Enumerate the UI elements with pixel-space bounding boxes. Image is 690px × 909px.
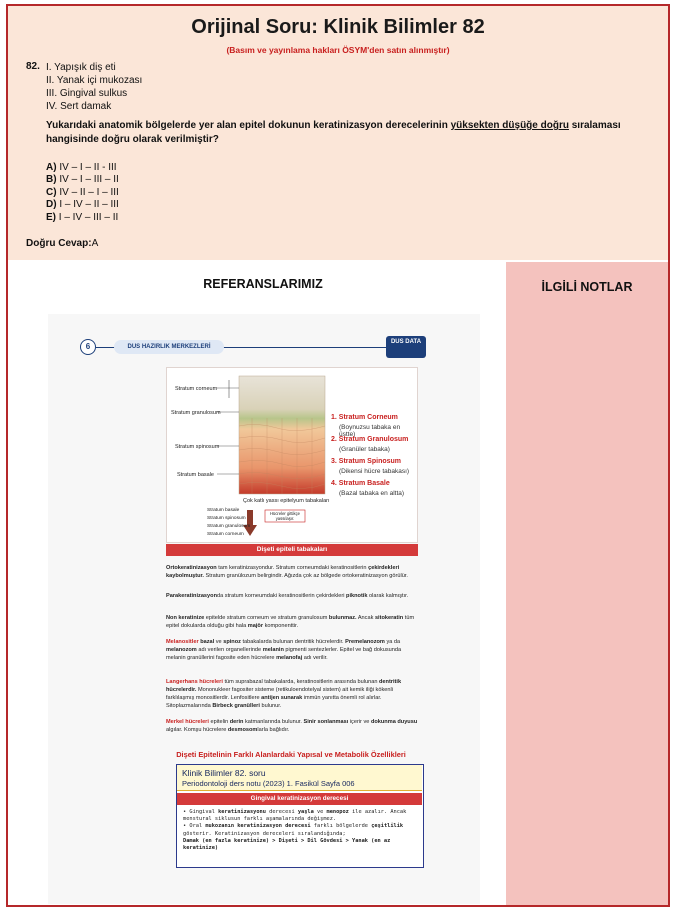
layer-3-label: 3. Stratum Spinosum [331,458,402,465]
question-box [8,6,668,260]
option-c: C) IV – II – I – III [46,186,119,198]
callout-body [183,809,419,852]
figure-caption: Çok katlı yassı epitelyum tabakaları [243,498,330,504]
epithelium-figure [166,367,418,543]
callout-bullet-2: • Oral mukozanın keratinizasyon derecesi farklı bölgelerde çeşitlilik gösterir. Keratinizasyon dereceleri sıralandığında; [183,823,404,837]
left-label-spinosum: Stratum spinosum [175,444,220,450]
page-number: 6 [80,339,96,355]
question-stem [46,119,646,146]
para-ortokeratinizasyon: Ortokeratinizasyon tam keratinizasyondur. Stratum corneumdaki keratinositlerin çekirdekleri kaybolmuştur. Stratum granülozum belirgindir. Ağızda çok az bölgede ortokeratinizasyon görülür. [166,565,408,579]
reference-page-image [48,314,480,904]
dusdata-logo: DUS DATA [386,336,426,358]
option-d: D) I – IV – II – III [46,199,119,211]
header-label: DUS HAZIRLIK MERKEZLERİ [114,340,224,354]
correct-answer [26,238,98,249]
references-title: REFERANSLARIMIZ [203,277,323,291]
para-merkel: Merkel hücreleri epitelin derin katmanlarında bulunur. Sinir sonlanması içerir ve dokunma duyusu algılar. Komşu hücrelere desmosomlarla bağlıdır. [166,719,418,733]
layer-4-label: 4. Stratum Basale [331,480,390,487]
para-langerhans: Langerhans hücreleri tüm suprabazal tabakalarda, keratinositlerin arasında bulunan dentritik hücrelerdir. Mononukleer fagositer sisteme (retikuloendotelyal sistem) ait kemik iliği kökenli farklılaşmış monositlerdir. Lenfositlere antijen sunarak immün yanıtta önemli rol alırlar. Sitoplazmalarında Birbeck granülleri bulunur. [166,679,402,709]
arrow-note: Hücreler gittikçe yassılaşır. [269,511,301,521]
option-a: A) IV – I – II - III [46,162,117,173]
section-2-title: Dişeti Epitelinin Farklı Alanlardaki Yapısal ve Metabolik Özellikleri [176,750,406,759]
left-label-basale: Stratum basale [177,472,214,478]
option-e: E) I – IV – III – II [46,211,119,223]
item-3: III. Gingival sulkus [46,88,128,99]
layer-4-desc: (Bazal tabaka en altta) [339,490,405,497]
callout-band: Gingival keratinizasyon derecesi [177,793,422,805]
reference-callout-box [176,764,424,868]
arrow-label-spinosum: Stratum spinosum [207,516,246,521]
stem-part-2: sıralaması hangisinde doğru olarak verilmiştir? [46,120,621,145]
callout-line-1: Klinik Bilimler 82. soru [182,768,266,778]
option-b: B) IV – I – III – II [46,174,119,186]
callout-bullet-1: • Gingival keratinizasyonu derecesi yaşla ve menopoz ile azalır. Ancak menstural siklusun farklı aşamalarında değişmez. [183,809,407,823]
layer-1-desc: (Boynuzsu tabaka en üstte) [339,424,401,438]
references-panel [8,262,506,905]
item-2: II. Yanak içi mukozası [46,75,143,86]
page-title: Orijinal Soru: Klinik Bilimler 82 [191,16,485,38]
question-items [46,61,142,113]
notes-title: İLGİLİ NOTLAR [541,280,633,294]
arrow-label-basale: Stratum basale [207,508,240,513]
layer-3-desc: (Dikensi hücre tabakası) [339,468,410,475]
layer-1-label: 1. Stratum Corneum [331,414,398,421]
para-melanositler: Melanositler bazal ve spinoz tabakalarda bulunan dentritik hücrelerdir. Premelanozom ya da melanozom adı verilen organellerinde melanin pigmenti sentezlerler. Epitel ve bağ dokusunda melanin granüllerini fagosite eden hücrelere melanofaj adı verilir. [166,639,402,661]
question-number: 82. [26,61,40,72]
callout-line-2: Periodontoloji ders notu (2023) 1. Fasikül Sayfa 006 [182,779,355,788]
answer-label: Doğru Cevap: [26,238,92,249]
item-1: I. Yapışık diş eti [46,62,116,73]
para-parakeratinizasyon: Parakeratinizasyonda stratum korneumdaki keratinositlerin çekirdekleri piknotik olarak kalmıştır. [166,593,409,599]
stem-part-1: Yukarıdaki anatomik bölgelerde yer alan epitel dokunun keratinizasyon derecelerinin [46,120,451,131]
reference-page-header [56,334,480,364]
item-4: IV. Sert damak [46,101,112,112]
layer-2-label: 2. Stratum Granulosum [331,436,409,443]
left-label-granulosum: Stratum granulosum [171,410,221,416]
section-band-title: Dişeti epiteli tabakaları [166,544,418,556]
layer-2-desc: (Granüler tabaka) [339,446,390,453]
callout-header [177,765,422,791]
notes-panel [506,262,668,905]
para-non-keratinize: Non keratinize epitelde stratum corneum ve stratum granulosum bulunmaz. Ancak sitokeratin tüm epitel dokularda olduğu gibi hala majör komponenttir. [166,615,415,629]
answer-value: A [91,238,99,249]
callout-order: Damak (en fazla keratinize) > Dişeti > Dil Gövdesi > Yanak (en az keratinize) [183,837,391,852]
left-label-corneum: Stratum corneum [175,386,218,392]
copyright-note: (Basım ve yayınlama hakları ÖSYM'den satın alınmıştır) [226,45,450,55]
arrow-label-corneum: Stratum corneum [207,532,244,537]
page-frame [6,4,670,907]
stem-underline: yüksekten düşüğe doğru [450,120,569,131]
answer-options [46,162,119,224]
arrow-label-granulosum: Stratum granulosum [207,524,251,529]
